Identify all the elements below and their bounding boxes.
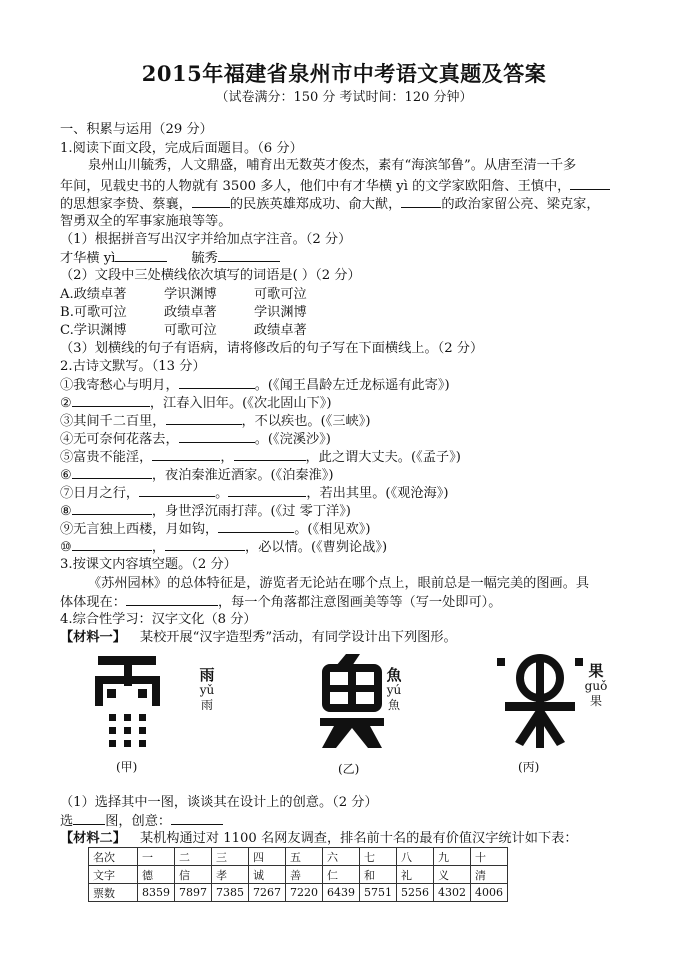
fig-b-label: (乙)	[338, 762, 360, 776]
poem-line: ③其间千二百里， ，不以疾也。(《三峡》)	[60, 414, 371, 429]
answer-blank[interactable]	[179, 430, 255, 443]
value-table	[88, 847, 508, 902]
answer-blank[interactable]	[72, 466, 152, 479]
answer-blank[interactable]	[72, 538, 152, 551]
q4-stem: 4.综合性学习：汉字文化（8 分）	[60, 612, 257, 627]
poem-line: ⑤富贵不能淫， ， ，此之谓大丈夫。(《孟子》)	[60, 450, 461, 465]
exam-subtitle: （试卷满分：150 分 考试时间：120 分钟）	[215, 90, 473, 105]
answer-blank[interactable]	[72, 502, 152, 515]
poem-line: ⑨无言独上西楼，月如钩， 。(《相见欢》)	[60, 522, 371, 537]
poem-line: ⑥ ，夜泊秦淮近酒家。(《泊秦淮》)	[60, 468, 334, 483]
poem-line: ⑧ ，身世浮沉雨打萍。(《过 零丁洋》)	[60, 504, 351, 519]
q3-stem: 3.按课文内容填空题。（2 分）	[60, 557, 237, 572]
q1-para-line: 泉州山川毓秀，人文鼎盛，哺育出无数英才俊杰，素有“海滨邹鲁”。从唐至清一千多	[88, 158, 577, 173]
rain-glyph-icon	[90, 654, 165, 754]
fruit-glyph-icon	[495, 650, 585, 750]
answer-blank[interactable]	[139, 484, 215, 497]
fig-c-annotation: 果 guǒ 果	[584, 662, 608, 708]
poem-line: ①我寄愁心与明月， 。(《闻王昌龄左迁龙标遥有此寄》)	[60, 378, 450, 393]
character-designs	[80, 650, 620, 780]
q1-para-line: 智勇双全的军事家施琅等等。	[60, 214, 232, 229]
section-heading: 一、积累与运用（29 分）	[60, 122, 213, 137]
poem-line: ⑩ ， ，必以情。(《曹刿论战》)	[60, 540, 388, 555]
q2-stem: 2.古诗文默写。（13 分）	[60, 359, 206, 374]
answer-blank[interactable]	[73, 812, 105, 825]
q4-sub1: （1）选择其中一图，谈谈其在设计上的创意。（2 分）	[60, 795, 378, 810]
material-one: 【材料一】 某校开展“汉字造型秀”活动，有同学设计出下列图形。	[60, 630, 457, 645]
q1-sub1-blanks: 才华横 yì 毓秀	[60, 249, 280, 268]
q1-sub2: （2）文段中三处横线依次填写的词语是( ）（2 分）	[60, 268, 361, 283]
fig-b-annotation: 魚 yú 魚	[386, 666, 402, 712]
q3-text: 《苏州园林》的总体特征是，游览者无论站在哪个点上，眼前总是一幅完美的图画。具	[88, 576, 590, 591]
option-b: B.可歌可泣 政绩卓著 学识渊博	[60, 305, 307, 320]
answer-blank[interactable]	[126, 593, 218, 606]
fig-a-annotation: 雨 yǔ 雨	[199, 666, 215, 712]
option-a: A.政绩卓著 学识渊博 可歌可泣	[60, 287, 307, 302]
q1-sub3: （3）划横线的句子有语病，请将修改后的句子写在下面横线上。（2 分）	[60, 341, 484, 356]
q3-text: 体体现在： ，每一个角落都注意图画美等等（写一处即可）。	[60, 595, 502, 610]
answer-blank[interactable]	[152, 448, 220, 461]
poem-line: ⑦日月之行， 。 ，若出其里。(《观沧海》)	[60, 486, 449, 501]
poem-line: ④无可奈何花落去， 。(《浣溪沙》)	[60, 432, 331, 447]
answer-blank[interactable]	[115, 249, 167, 262]
answer-blank[interactable]	[218, 520, 294, 533]
answer-blank[interactable]	[171, 812, 223, 825]
answer-blank[interactable]	[228, 484, 306, 497]
table-row: 票数 8359 7897 7385 7267 7220 6439 5751 5256 4302 4006	[89, 884, 508, 902]
table-row: 名次 一 二 三 四 五 六 七 八 九 十	[89, 848, 508, 866]
answer-blank[interactable]	[166, 412, 242, 425]
answer-blank[interactable]	[165, 538, 245, 551]
material-two: 【材料二】 某机构通过对 1100 名网友调查，排名前十名的最有价值汉字统计如下表：	[60, 831, 578, 846]
q1-sub1: （1）根据拼音写出汉字并给加点字注音。（2 分）	[60, 232, 352, 247]
answer-blank[interactable]	[234, 448, 306, 461]
q1-stem: 1.阅读下面文段，完成后面题目。（6 分）	[60, 141, 303, 156]
fig-c-label: (丙)	[518, 760, 540, 774]
poem-line: ② ，江春入旧年。(《次北固山下》)	[60, 396, 332, 411]
answer-blank[interactable]	[179, 376, 255, 389]
option-c: C.学识渊博 可歌可泣 政绩卓著	[60, 323, 307, 338]
q4-sub1-blanks: 选 图，创意：	[60, 812, 223, 831]
answer-blank[interactable]	[218, 249, 280, 262]
q1-para-line: 年间，见载史书的人物就有 3500 多人，他们中有才华横 yì 的文学家欧阳詹、王慎中，	[60, 177, 610, 196]
table-row: 文字 德 信 孝 诚 善 仁 和 礼 义 清	[89, 866, 508, 884]
exam-title: 2015年福建省泉州市中考语文真题及答案	[141, 61, 547, 86]
q1-para-line: 的思想家李贽、蔡襄， 的民族英雄郑成功、俞大猷， 的政治家留公亮、梁克家，	[60, 197, 600, 212]
fig-a-label: (甲)	[116, 760, 138, 774]
answer-blank[interactable]	[72, 394, 150, 407]
